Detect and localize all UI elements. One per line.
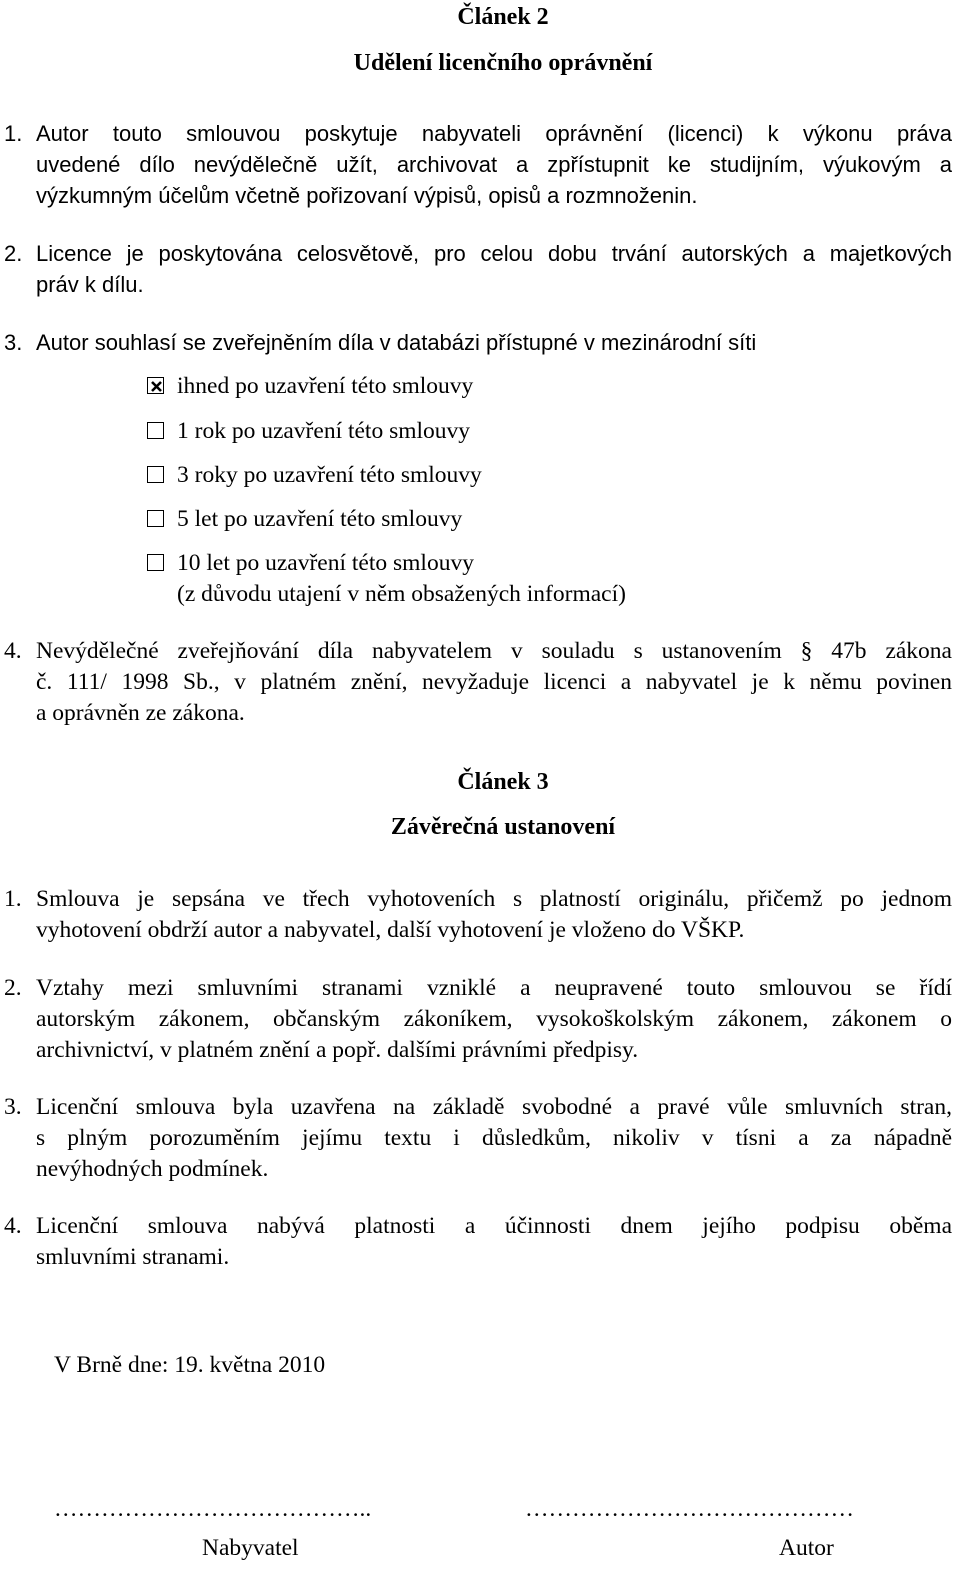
paragraph-line: práv k dílu.	[36, 272, 144, 297]
paragraph-number: 3.	[4, 1094, 22, 1120]
article-3-paragraph-2	[0, 973, 952, 1069]
nabyvatel-signature-line: …………………………………..	[54, 1496, 372, 1522]
paragraph-line: nevýhodných podmínek.	[36, 1156, 269, 1182]
article-3-paragraph-4	[0, 1211, 952, 1275]
paragraph-line: Smlouva je sepsána ve třech vyhotoveních s platností originálu, přičemž po jednom	[36, 886, 952, 912]
option-note-text: (z důvodu utajení v něm obsažených informací)	[177, 581, 626, 607]
paragraph-line: Vztahy mezi smluvními stranami vzniklé a neupravené touto smlouvou se řídí	[36, 975, 952, 1001]
paragraph-line: Licence je poskytována celosvětově, pro celou dobu trvání autorských a majetkových	[36, 241, 952, 266]
option-label: 5 let po uzavření této smlouvy	[177, 506, 463, 532]
article-2-paragraph-3	[0, 327, 952, 359]
paragraph-line: archivnictví, v platném znění a popř. dalšími právními předpisy.	[36, 1037, 639, 1063]
paragraph-line: s plným porozuměním jejímu textu i důsledkům, nikoliv v tísni a za nápadně	[36, 1125, 952, 1151]
paragraph-line: Autor souhlasí se zveřejněním díla v databázi přístupné v mezinárodní síti	[36, 330, 757, 355]
paragraph-line: Autor touto smlouvou poskytuje nabyvateli oprávnění (licenci) k výkonu práva	[36, 121, 952, 146]
option-label: 10 let po uzavření této smlouvy	[177, 550, 474, 576]
article-2-paragraph-4	[0, 636, 952, 732]
article-2-title: Článek 2	[457, 4, 549, 30]
nabyvatel-label: Nabyvatel	[202, 1535, 299, 1561]
option-label: ihned po uzavření této smlouvy	[177, 373, 474, 399]
paragraph-number: 4.	[4, 638, 22, 664]
checkbox-icon[interactable]	[147, 510, 164, 527]
autor-label: Autor	[779, 1535, 834, 1561]
checkbox-icon[interactable]	[147, 422, 164, 439]
article-3-subtitle: Závěrečná ustanovení	[390, 814, 616, 840]
article-2-paragraph-2	[0, 238, 952, 302]
option-label: 1 rok po uzavření této smlouvy	[177, 418, 471, 444]
paragraph-line: a oprávněn ze zákona.	[36, 700, 245, 726]
paragraph-number: 4.	[4, 1213, 22, 1239]
option-label: 3 roky po uzavření této smlouvy	[177, 462, 482, 488]
checkbox-icon[interactable]	[147, 466, 164, 483]
paragraph-line: vyhotovení obdrží autor a nabyvatel, další vyhotovení je vloženo do VŠKP.	[36, 917, 745, 943]
paragraph-line: uvedené dílo nevýdělečně užít, archivovat a zpřístupnit ke studijním, výukovým a	[36, 152, 952, 177]
checked-checkbox-icon[interactable]	[147, 377, 164, 394]
article-2-paragraph-1	[0, 118, 952, 214]
article-2-subtitle: Udělení licenčního oprávnění	[353, 50, 653, 76]
paragraph-number: 1.	[4, 886, 22, 912]
article-3-paragraph-3	[0, 1092, 952, 1188]
paragraph-line: Licenční smlouva nabývá platnosti a účinnosti dnem jejího podpisu oběma	[36, 1213, 952, 1239]
article-3-paragraph-1	[0, 884, 952, 948]
paragraph-line: Nevýdělečné zveřejňování díla nabyvatelem v souladu s ustanovením § 47b zákona	[36, 638, 952, 664]
paragraph-number: 3.	[4, 330, 23, 355]
paragraph-number: 1.	[4, 121, 23, 146]
paragraph-line: č. 111/ 1998 Sb., v platném znění, nevyžaduje licenci a nabyvatel je k němu povinen	[36, 669, 952, 695]
article-3-title: Článek 3	[457, 769, 549, 795]
autor-signature-line: ……………………………………	[525, 1496, 854, 1522]
paragraph-line: výzkumným účelům včetně pořizovaní výpisů, opisů a rozmnoženin.	[36, 183, 698, 208]
checkbox-icon[interactable]	[147, 554, 164, 571]
paragraph-number: 2.	[4, 241, 23, 266]
paragraph-number: 2.	[4, 975, 22, 1001]
paragraph-line: smluvními stranami.	[36, 1244, 230, 1270]
place-and-date: V Brně dne: 19. května 2010	[54, 1352, 326, 1378]
paragraph-line: Licenční smlouva byla uzavřena na základě svobodné a pravé vůle smluvních stran,	[36, 1094, 952, 1120]
paragraph-line: autorským zákonem, občanským zákoníkem, vysokoškolským zákonem, zákonem o	[36, 1006, 952, 1032]
